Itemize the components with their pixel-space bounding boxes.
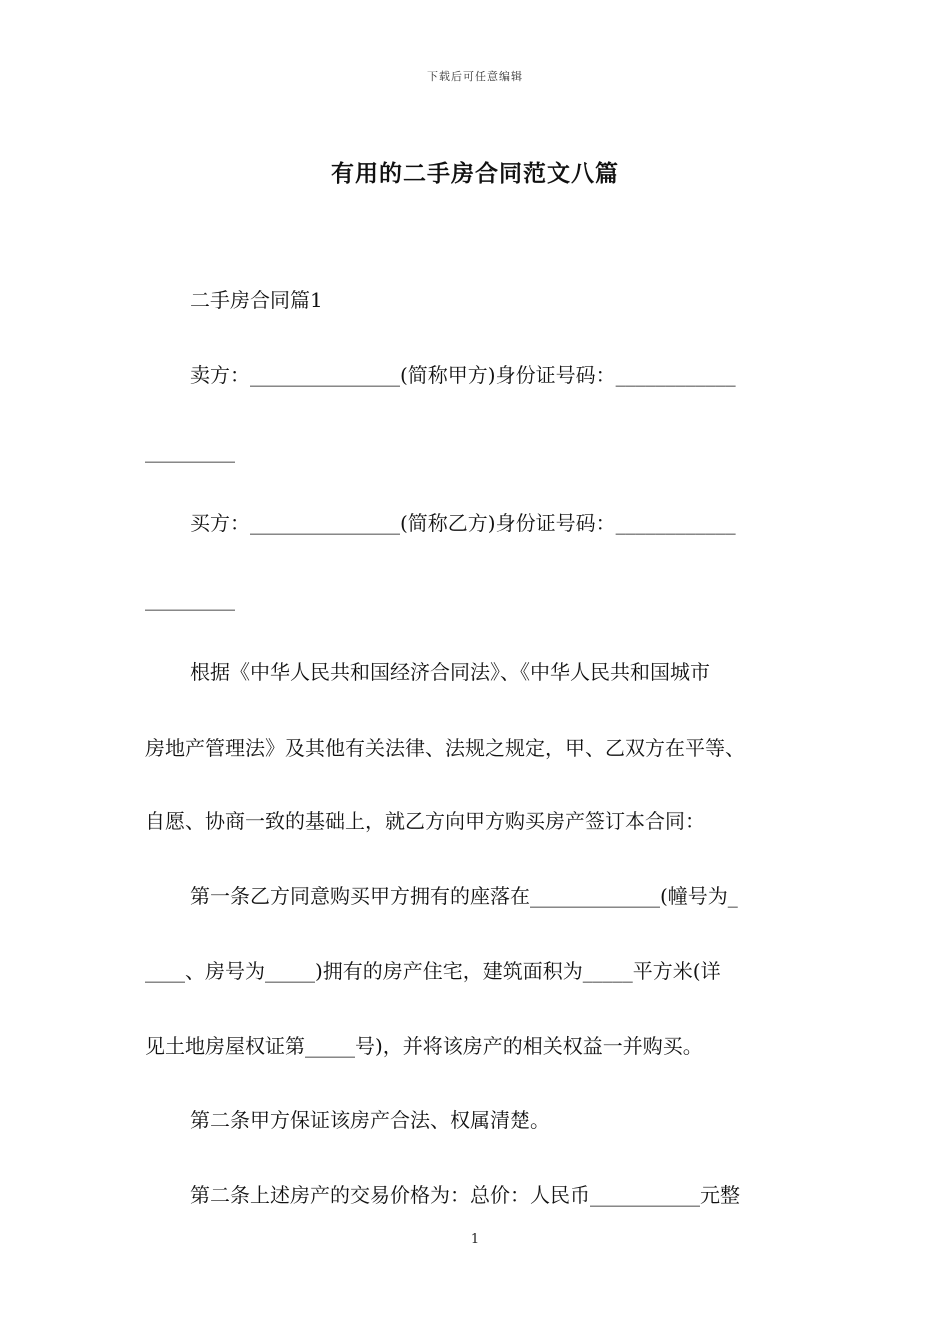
buyer-line: 买方：_______________(简称乙方)身份证号码：____________ xyxy=(190,511,736,535)
seller-line: 卖方：_______________(简称甲方)身份证号码：____________ xyxy=(190,363,736,387)
article-3-line: 第二条上述房产的交易价格为：总价：人民币___________元整 xyxy=(190,1183,740,1207)
article-1-line-3: 见土地房屋权证第_____号)，并将该房产的相关权益一并购买。 xyxy=(145,1034,703,1058)
preamble-line-2: 房地产管理法》及其他有关法律、法规之规定，甲、乙双方在平等、 xyxy=(145,736,745,760)
header-note: 下载后可任意编辑 xyxy=(427,70,523,83)
page-number: 1 xyxy=(470,1232,480,1247)
buyer-id-continuation: _________ xyxy=(145,587,235,611)
article-1-line-2: ____、房号为_____)拥有的房产住宅，建筑面积为_____平方米(详 xyxy=(145,959,721,983)
preamble-line-3: 自愿、协商一致的基础上，就乙方向甲方购买房产签订本合同： xyxy=(145,809,705,833)
preamble-line-1: 根据《中华人民共和国经济合同法》、《中华人民共和国城市 xyxy=(190,660,710,684)
seller-id-continuation: _________ xyxy=(145,439,235,463)
article-2-line: 第二条甲方保证该房产合法、权属清楚。 xyxy=(190,1108,550,1132)
article-1-line-1: 第一条乙方同意购买甲方拥有的座落在_____________(幢号为_ xyxy=(190,884,738,908)
document-title: 有用的二手房合同范文八篇 xyxy=(331,160,619,187)
section-heading: 二手房合同篇1 xyxy=(190,288,323,312)
